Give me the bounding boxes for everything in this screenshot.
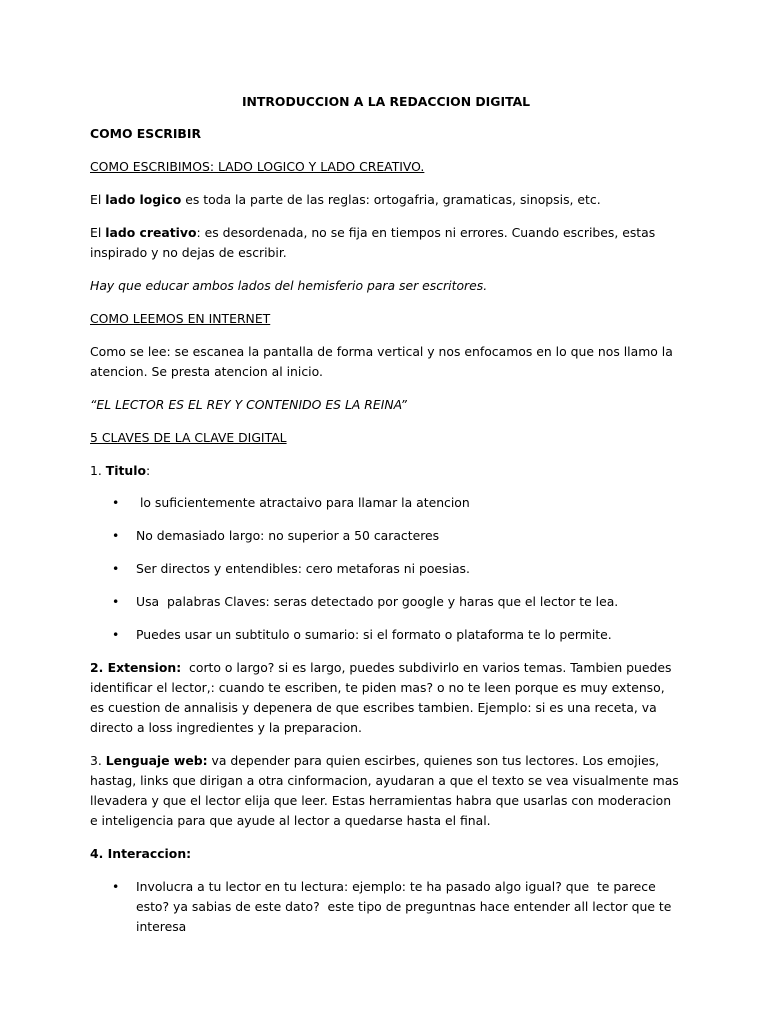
heading-como-leemos: COMO LEEMOS EN INTERNET bbox=[90, 311, 271, 326]
number: 3. bbox=[90, 753, 106, 768]
heading-como-escribimos: COMO ESCRIBIMOS: LADO LOGICO Y LADO CREATIVO. bbox=[90, 159, 425, 174]
text: El bbox=[90, 192, 106, 207]
bullet-icon: • bbox=[112, 627, 120, 642]
paragraph-como-se-lee: Como se lee: se escanea la pantalla de forma vertical y nos enfocamos en lo que nos llamo la atencion. Se presta atencion al inicio. bbox=[90, 344, 673, 379]
heading-claves: 5 CLAVES DE LA CLAVE DIGITAL bbox=[90, 430, 287, 445]
bold-term: 2. Extension: bbox=[90, 660, 182, 675]
list-item: Involucra a tu lector en tu lectura: ejemplo: te ha pasado algo igual? que te parece esto? ya sabias de este dato? este tipo de preguntnas hace entender all lector que te interesa bbox=[136, 879, 676, 934]
bold-term: lado logico bbox=[105, 192, 182, 207]
list-item: Ser directos y entendibles: cero metaforas ni poesias. bbox=[136, 561, 470, 576]
bold-term: lado creativo bbox=[105, 225, 197, 240]
bold-term: Lenguaje web: bbox=[105, 753, 208, 768]
bullet-icon: • bbox=[112, 495, 120, 510]
text: va depender para quien escirbes, quienes son tus lectores. Los emojies, hastag, links que dirigan a otra cinformacion, ayudaran a que el texto se vea visualmente mas llevadera y que el lector elija que leer. Estas herramientas habra que usarlas con moderacion e inteligencia para que ayude al lector a quedarse hasta el final. bbox=[90, 753, 679, 828]
text: El bbox=[90, 225, 106, 240]
text: : es desordenada, no se fija en tiempos ni errores. Cuando escribes, estas inspirado y no dejas de escribir. bbox=[90, 225, 656, 260]
heading-interaccion: 4. Interaccion: bbox=[90, 846, 192, 861]
quote: “EL LECTOR ES EL REY Y CONTENIDO ES LA REINA” bbox=[90, 397, 407, 412]
list-item: Puedes usar un subtitulo o sumario: si el formato o plataforma te lo permite. bbox=[136, 627, 612, 642]
bullet-icon: • bbox=[112, 528, 120, 543]
bullet-icon: • bbox=[112, 561, 120, 576]
list-item: No demasiado largo: no superior a 50 caracteres bbox=[136, 528, 440, 543]
paragraph-extension bbox=[90, 658, 682, 738]
list-item: Usa palabras Claves: seras detectado por google y haras que el lector te lea. bbox=[136, 594, 619, 609]
text: es toda la parte de las reglas: ortogafria, gramaticas, sinopsis, etc. bbox=[181, 192, 601, 207]
italic-note: Hay que educar ambos lados del hemisferio para ser escritores. bbox=[90, 278, 488, 293]
paragraph-lenguaje-web bbox=[90, 751, 682, 831]
bullet-icon: • bbox=[112, 594, 120, 609]
bold-term: Titulo bbox=[105, 463, 146, 478]
document-title: INTRODUCCION A LA REDACCION DIGITAL bbox=[241, 94, 531, 109]
item-titulo bbox=[90, 461, 682, 481]
paragraph-lado-creativo bbox=[90, 223, 682, 263]
number: 1. bbox=[90, 463, 106, 478]
bullet-icon: • bbox=[112, 879, 120, 894]
text: corto o largo? si es largo, puedes subdivirlo en varios temas. Tambien puedes identificar el lector,: cuando te escriben, te piden mas? o no te leen porque es muy extenso, es cuestion de annalisis y depenera de que escribes tambien. Ejemplo: si es una receta, va directo a loss ingredientes y la preparacion. bbox=[90, 660, 676, 735]
text: : bbox=[145, 463, 151, 478]
list-item: lo suficientemente atractaivo para llamar la atencion bbox=[136, 495, 470, 510]
paragraph-lado-logico bbox=[90, 190, 682, 210]
heading-como-escribir: COMO ESCRIBIR bbox=[90, 126, 202, 141]
